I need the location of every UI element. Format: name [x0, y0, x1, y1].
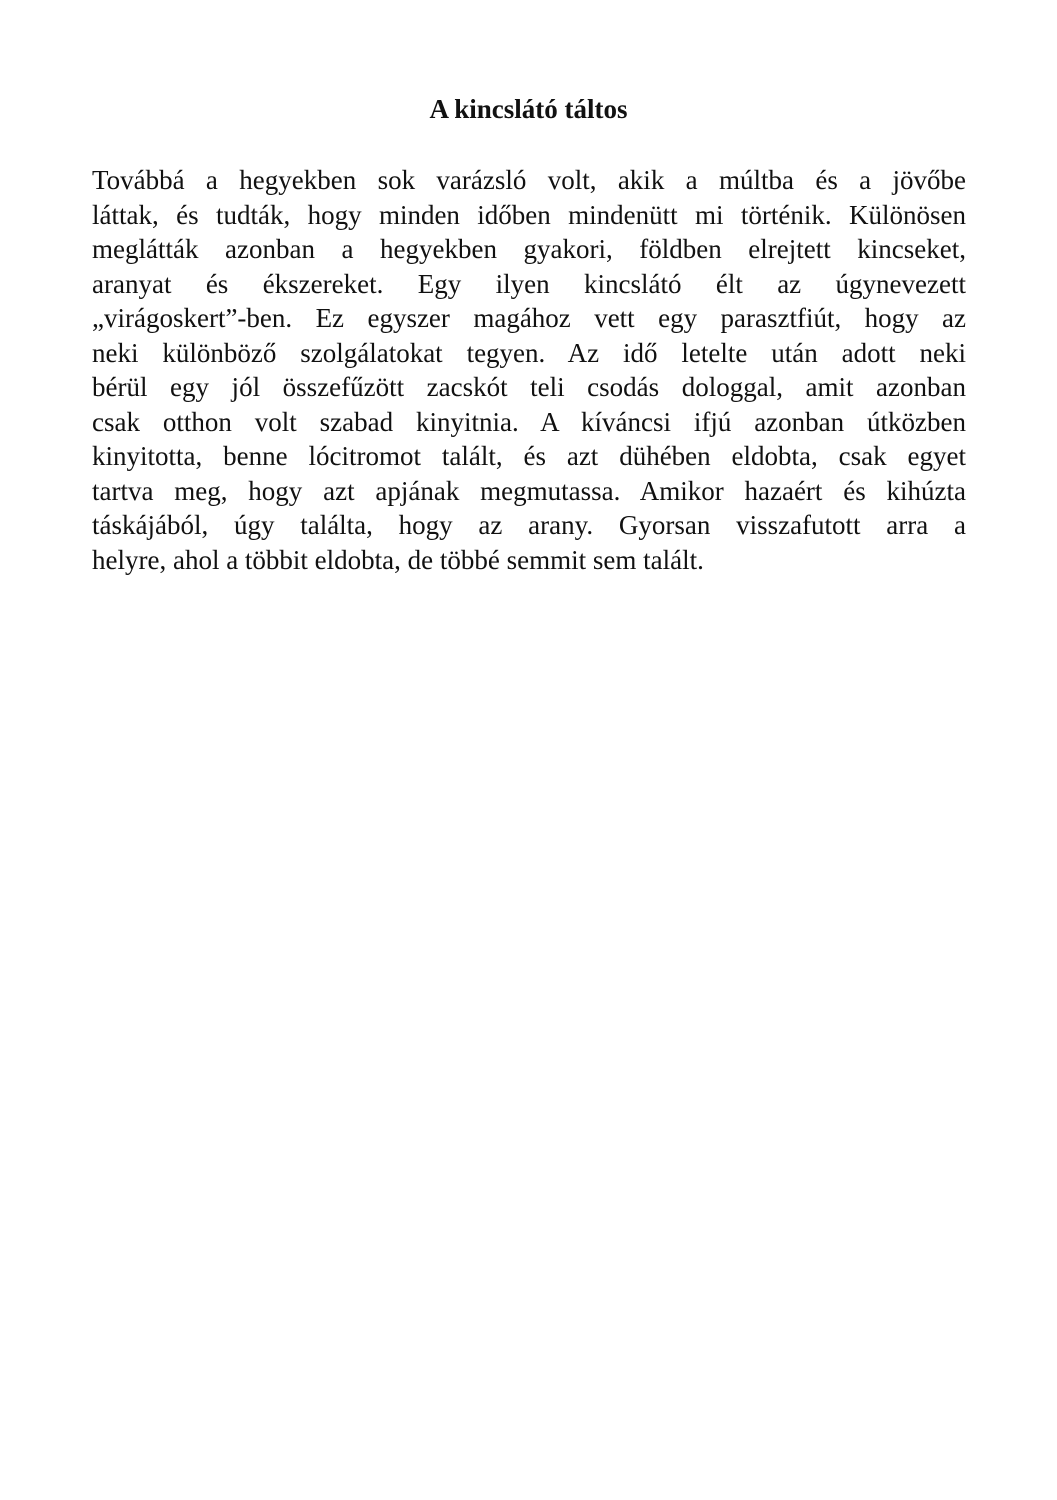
paragraph-line: helyre, ahol a többit eldobta, de többé semmit sem talált.: [92, 544, 704, 575]
paragraph-line: csak otthon volt szabad kinyitnia. A kíváncsi ifjú azonban útközben: [92, 406, 966, 437]
page-title: A kincslátó táltos: [429, 94, 628, 124]
paragraph-line: tartva meg, hogy azt apjának megmutassa. Amikor hazaért és kihúzta: [92, 475, 966, 506]
paragraph-line: Továbbá a hegyekben sok varázsló volt, akik a múltba és a jövőbe: [92, 165, 966, 195]
paragraph-line: bérül egy jól összefűzött zacskót teli csodás dologgal, amit azonban: [92, 372, 966, 402]
paragraph-line: aranyat és ékszereket. Egy ilyen kincslátó élt az úgynevezett: [92, 268, 966, 299]
paragraph-line: „virágoskert”-ben. Ez egyszer magához vett egy parasztfiút, hogy az: [92, 303, 966, 333]
paragraph-line: neki különböző szolgálatokat tegyen. Az idő letelte után adott neki: [92, 337, 966, 368]
paragraph-line: láttak, és tudták, hogy minden időben mindenütt mi történik. Különösen: [92, 199, 966, 230]
story-paragraph: [92, 163, 966, 577]
paragraph-line: kinyitotta, benne lócitromot talált, és azt dühében eldobta, csak egyet: [92, 441, 966, 471]
paragraph-line: meglátták azonban a hegyekben gyakori, földben elrejtett kincseket,: [92, 234, 966, 264]
paragraph-line: táskájából, úgy találta, hogy az arany. Gyorsan visszafutott arra a: [92, 510, 966, 540]
